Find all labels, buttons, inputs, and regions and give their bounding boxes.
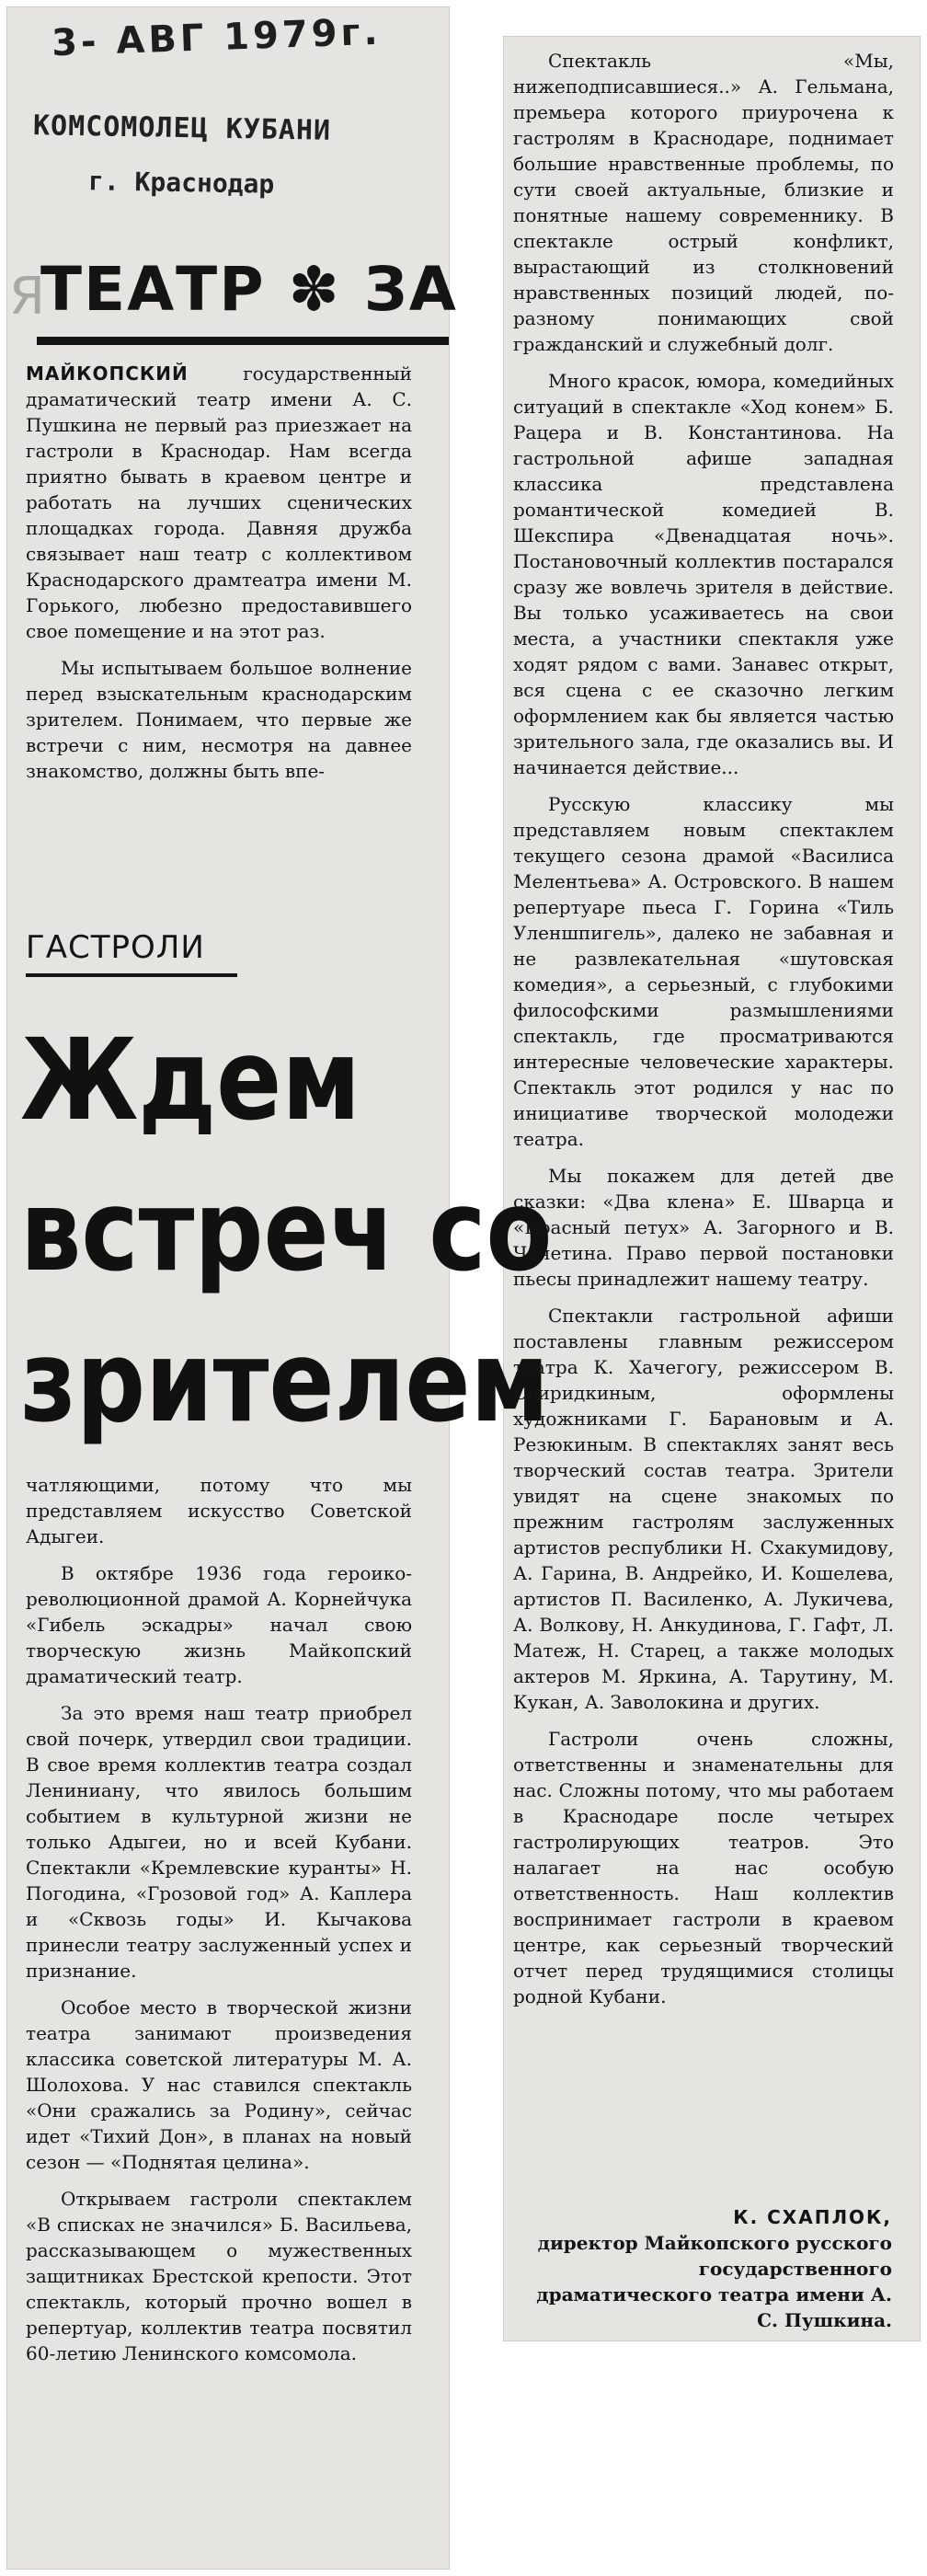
article-column-2 [513, 48, 894, 2009]
author-name: К. СХАПЛОК, [733, 2206, 892, 2228]
paragraph: Мы покажем для детей две сказки: «Два клена» Е. Шварца и «Красный петух» А. Загорного и В. Чечетина. Право первой постановки пьесы принадлежит нашему театру. [513, 1165, 894, 1290]
paragraph-continuation: чатляющими, потому что мы представляем искусство Советской Адыгеи. [26, 1474, 412, 1547]
author-title: директор Майкопского русского государственного драматического театра имени А. С. Пушкина. [536, 2232, 892, 2331]
paragraph: Открываем гастроли спектаклем «В списках не значился» Б. Васильева, рассказывающем о мужественных защитниках Брестской крепости. Этот спектакль, который прочно вошел в репертуар, коллектив театра посвятил 60-летию Ленинского комсомола. [26, 2188, 412, 2364]
lead-text: государственный драматический театр имени А. С. Пушкина не первый раз приезжает на гастроли в Краснодар. Нам всегда приятно бывать в краевом центре и работать на лучших сценических площадках города. Давняя дружба связывает наш театр с коллективом Краснодарского драмтеатра имени М. Горького, любезно предоставившего свое помещение и на этот раз. [26, 362, 412, 642]
paragraph: Мы испытываем большое волнение перед взыскательным краснодарским зрителем. Понимаем, что первые же встречи с ним, несмотря на давнее знакомство, должны быть впе- [26, 657, 412, 782]
section-rubric: ГАСТРОЛИ [26, 929, 205, 966]
lead-caps-word: МАЙКОПСКИЙ [26, 362, 189, 385]
article-column-1-top [26, 361, 412, 784]
headline-line: зрителем [20, 1317, 550, 1447]
bleed-through-text: Я [9, 267, 45, 327]
article-column-1-bottom [26, 1472, 412, 2366]
paragraph: Много красок, юмора, комедийных ситуаций в спектакле «Ход конем» Б. Рацера и В. Константинова. На гастрольной афише западная классика представлена романтической комедией В. Шекспира «Двенадцатая ночь». Постановочный коллектив постарался сразу же вовлечь зрителя в действие. Вы только усаживаетесь на свои места, а участники спектакля уже ходят рядом с вами. Занавес открыт, вся сцена с ее сказочно легким оформлением как бы является частью зрительного зала, где оказались вы. И начинается действие... [513, 370, 894, 778]
paragraph: Спектакль «Мы, нижеподписавшиеся..» А. Гельмана, премьера которого приурочена к гастролям в Краснодаре, поднимает большие нравственные проблемы, по сути своей актуальные, близкие и понятные нашему современнику. В спектакле острый конфликт, вырастающий из столкновений нравственных позиций людей, по-разному понимающих свой гражданский и служебный долг. [513, 50, 894, 355]
paragraph: Русскую классику мы представляем новым спектаклем текущего сезона драмой «Василиса Мелентьева» А. Островского. В нашем репертуаре пьеса Г. Горина «Тиль Уленшпигель», далеко не забавная и не развлекательная «шутовская комедия», а серьезный, с глубокими философскими размышлениями спектакль, где просматриваются интересные человеческие характеры. Спектакль этот родился у нас по инициативе творческой молодежи театра. [513, 793, 894, 1150]
city-stamp: г. Краснодар [87, 166, 275, 200]
headline-line: Ждем [20, 1015, 361, 1145]
top-rubric-heading: ТЕАТР ✽ ЗА [40, 254, 458, 325]
author-signature [524, 2204, 892, 2333]
date-stamp: 3- АВГ 1979г. [51, 10, 383, 65]
headline-line: встреч со [20, 1166, 553, 1296]
article-headline [20, 1005, 552, 1457]
heading-rule [37, 337, 449, 345]
paragraph: Гастроли очень сложны, ответственны и знаменательны для нас. Сложны потому, что мы работаем в Краснодаре после четырех гастролирующих театров. Это налагает на нас особую ответственность. Наш коллектив воспринимает гастроли в краевом центре, как серьезный творческий отчет перед трудящимися столицы родной Кубани. [513, 1728, 894, 2007]
rubric-underline [26, 973, 237, 977]
paragraph: В октябре 1936 года героико-революционной драмой А. Корнейчука «Гибель эскадры» начал свою творческую жизнь Майкопский драматический театр. [26, 1562, 412, 1687]
newspaper-source-stamp: КОМСОМОЛЕЦ КУБАНИ [32, 109, 332, 147]
paragraph: Особое место в творческой жизни театра занимают произведения классика советской литературы М. А. Шолохова. У нас ставился спектакль «Они сражались за Родину», сейчас идет «Тихий Дон», в планах на новый сезон — «Поднятая целина». [26, 1996, 412, 2173]
paragraph: За это время наш театр приобрел свой почерк, утвердил свои традиции. В свое время коллектив театра создал Лениниану, что явилось большим событием в культурной жизни не только Адыгеи, но и всей Кубани. Спектакли «Кремлевские куранты» Н. Погодина, «Грозовой год» А. Каплера и «Сквозь годы» И. Кычакова принесли театру заслуженный успех и признание. [26, 1702, 412, 1982]
lead-paragraph [26, 361, 412, 644]
paragraph: Спектакли гастрольной афиши поставлены главным режиссером театра К. Хачегогу, режиссером В. Свиридкиным, оформлены художниками Г. Барановым и А. Резюкиным. В спектаклях занят весь творческий состав театра. Зрители увидят на сцене знакомых по прежним гастролям заслуженных артистов республики Н. Схакумидову, А. Гарина, В. Андрейко, И. Кошелева, артистов П. Василенко, А. Лукичева, А. Волкову, Н. Анкудинова, Г. Гафт, Л. Матеж, Н. Старец, а также молодых актеров М. Яркина, А. Тарутину, М. Кукан, А. Заволокина и других. [513, 1305, 894, 1713]
